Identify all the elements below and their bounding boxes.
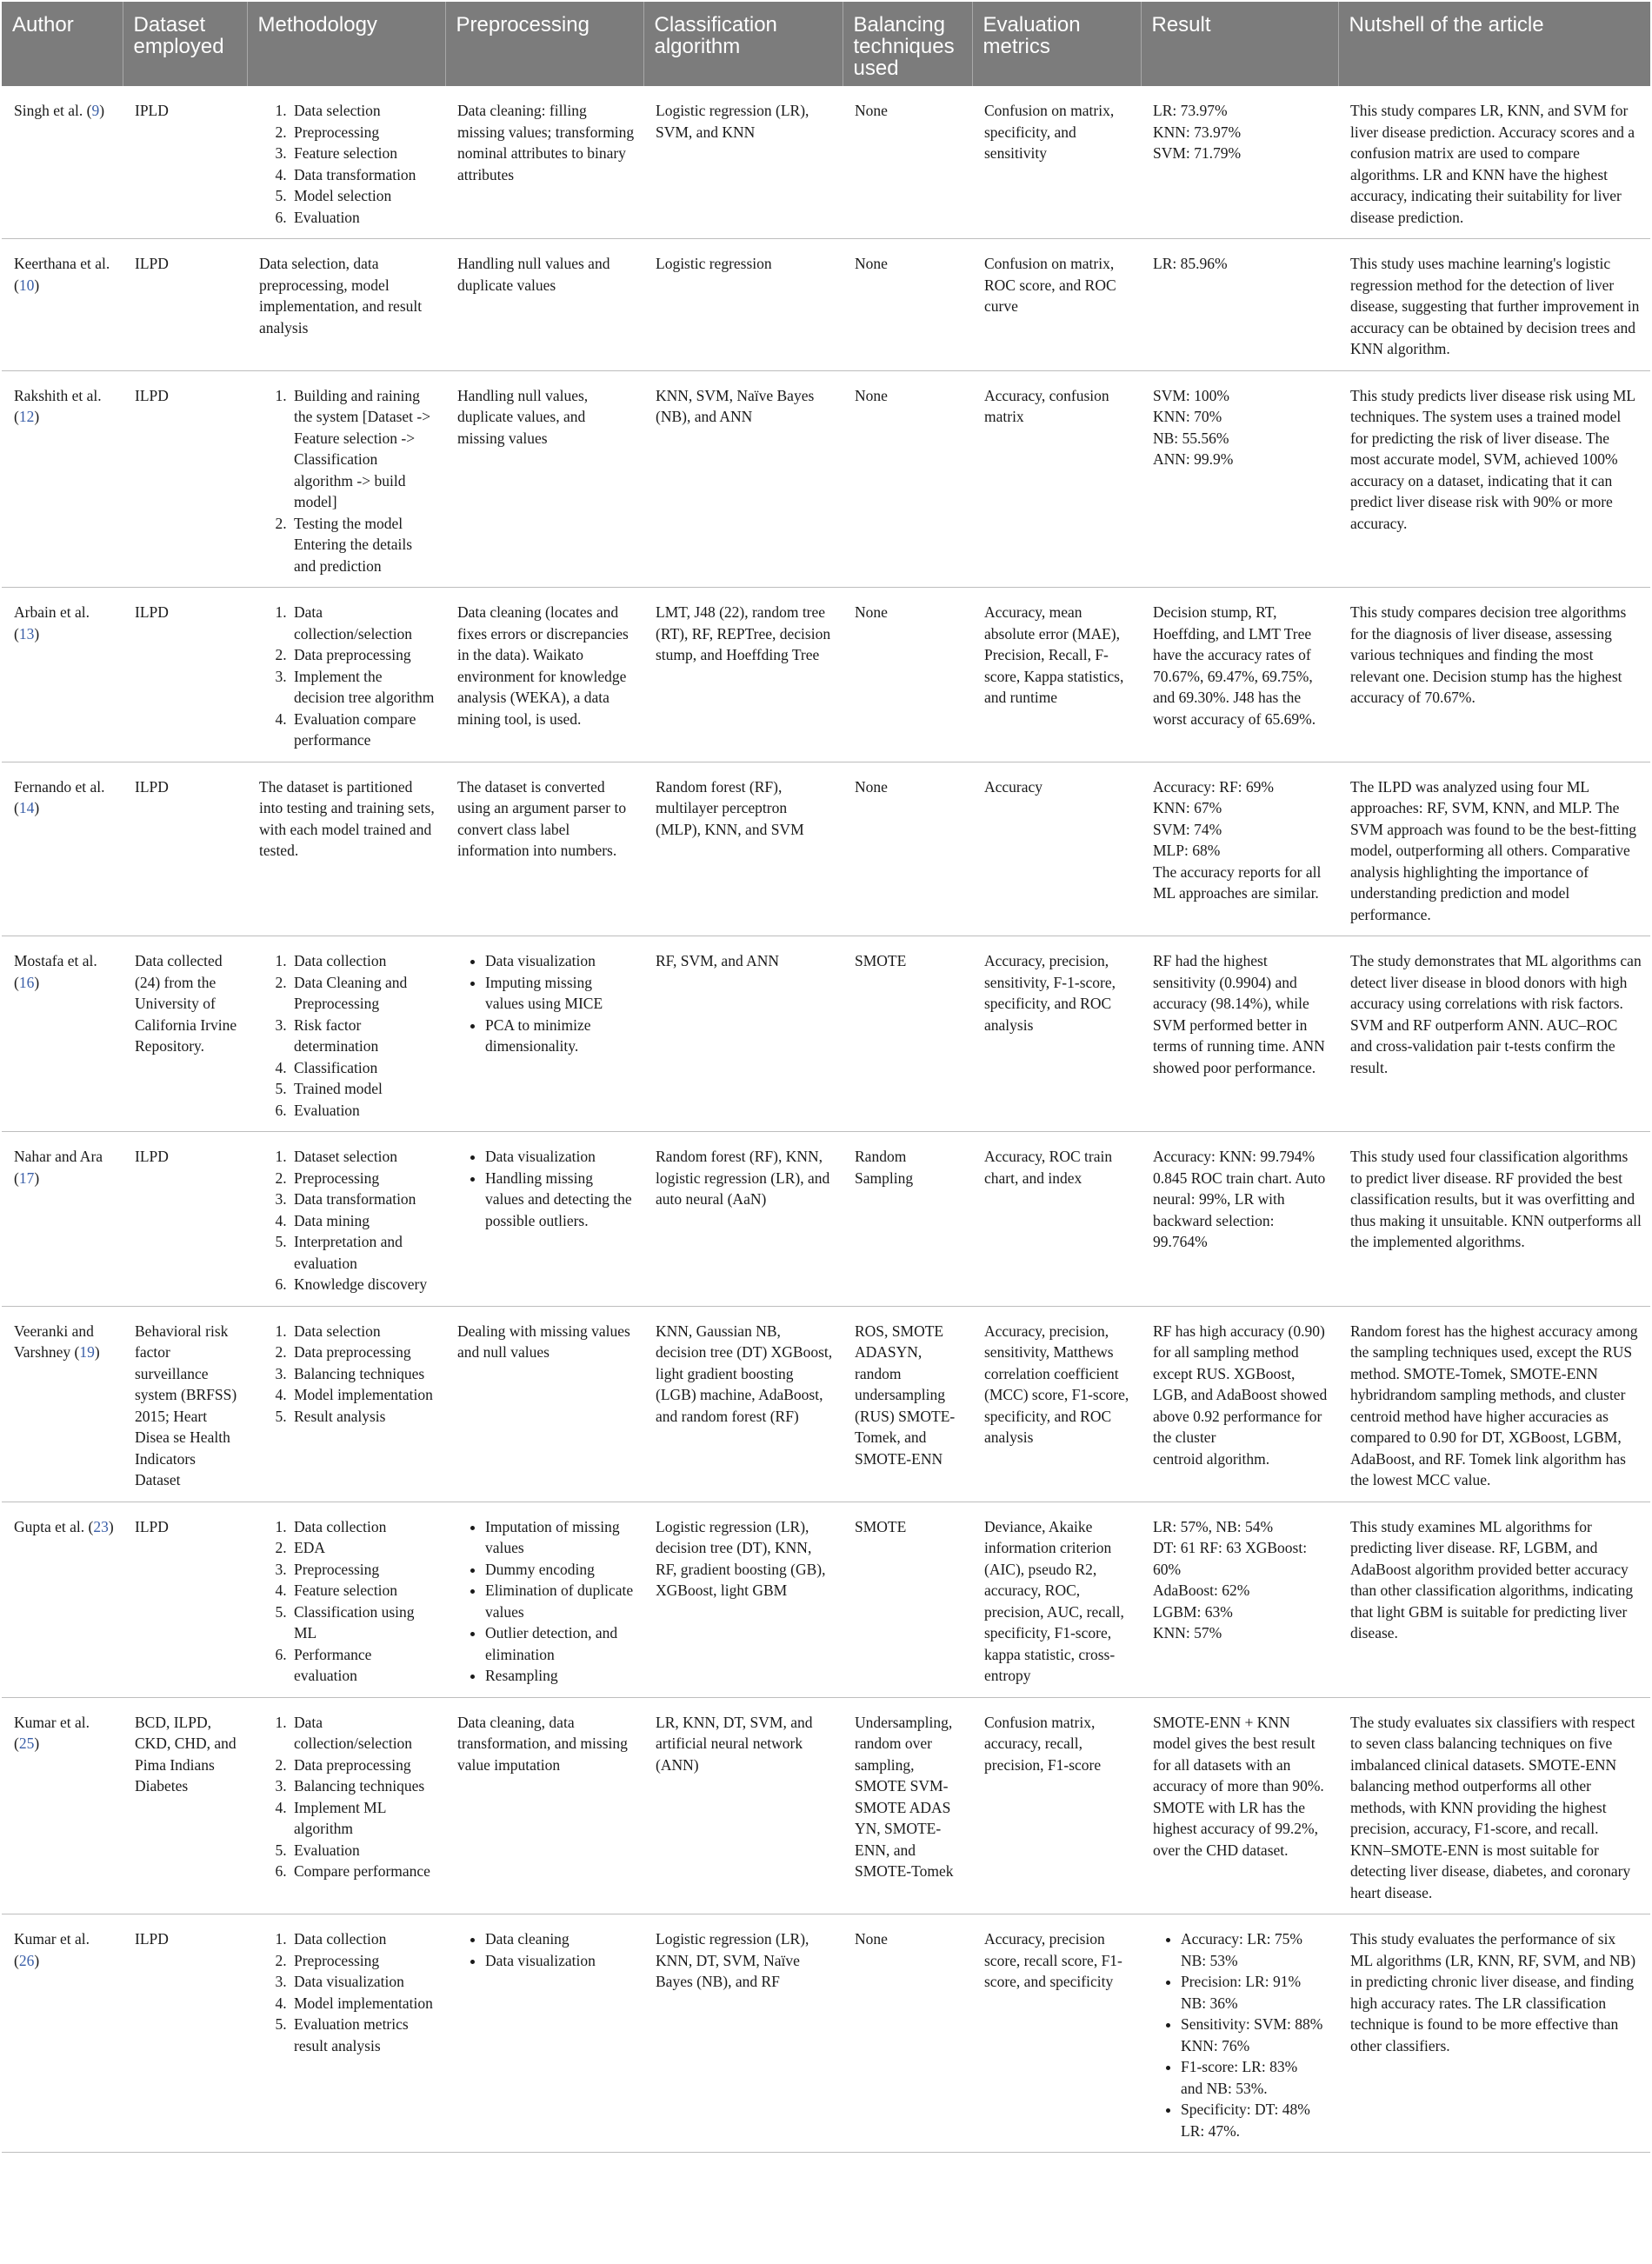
citation-link[interactable]: 14 (18, 799, 35, 816)
dataset-header: Dataset employed (123, 2, 247, 86)
literature-comparison-table (2, 2, 1650, 2153)
list-item: 3. Data visualization (290, 1971, 436, 1993)
dataset-cell: ILPD (123, 1132, 247, 1307)
numbered-list (259, 950, 436, 1121)
dataset-cell: ILPD (123, 588, 247, 762)
list-item: 6. Evaluation (290, 207, 436, 229)
table-row (2, 1306, 1650, 1502)
author-cell: Singh et al. (9) (2, 86, 123, 239)
algorithm-cell: Logistic regression (LR), decision tree (DT), KNN, RF, gradient boosting (GB), XGBoost, light GBM (643, 1502, 843, 1697)
methodology-cell: Data selection, data preprocessing, model implementation, and result analysis (247, 239, 445, 371)
balancing-cell: None (843, 370, 972, 588)
dataset-cell: BCD, ILPD, CKD, CHD, and Pima Indians Diabetes (123, 1697, 247, 1914)
result-cell: Decision stump, RT, Hoeffding, and LMT Tree have the accuracy rates of 70.67%, 69.47%, 69.75%, and 69.30%. J48 has the worst accuracy of 65.69%. (1141, 588, 1338, 762)
metrics-cell: Accuracy, precision, sensitivity, F-1-score, specificity, and ROC analysis (972, 936, 1141, 1132)
author-name: Mostafa et al. (14, 952, 97, 969)
methodology-cell (247, 1914, 445, 2153)
citation-link[interactable]: 12 (18, 408, 35, 425)
citation-link[interactable]: 13 (18, 624, 35, 643)
preprocessing-cell: Data cleaning, data transformation, and missing value imputation (445, 1697, 643, 1914)
algorithm-cell: Random forest (RF), multilayer perceptron (MLP), KNN, and SVM (643, 762, 843, 936)
methodology-cell (247, 1697, 445, 1914)
balancing-cell: SMOTE (843, 936, 972, 1132)
metrics-cell: Accuracy, mean absolute error (MAE), Precision, Recall, F-score, Kappa statistics, and runtime (972, 588, 1141, 762)
list-item: 1. Data collection/selection (290, 1712, 436, 1755)
list-item: 6. Compare performance (290, 1861, 436, 1882)
author-cell: Kumar et al. (25) (2, 1697, 123, 1914)
numbered-list (259, 1928, 436, 2056)
balancing-cell: Random Sampling (843, 1132, 972, 1307)
list-item: • Precision: LR: 91% NB: 36% (1181, 1971, 1329, 2014)
nutshell-cell: Random forest has the highest accuracy among the sampling techniques used, except the RUS method. SMOTE-Tomek, SMOTE-ENN hybridrandom sampling methods, and cluster centroid method have higher accuracies as compared to 0.90 for DT, XGBoost, LGBM, AdaBoost, and RF. Tomek link algorithm has the lowest MCC value. (1338, 1306, 1650, 1502)
list-item: 2. Preprocessing (290, 122, 436, 143)
preprocessing-cell: Handling null values and duplicate values (445, 239, 643, 371)
result-cell: LR: 57%, NB: 54% DT: 61 RF: 63 XGBoost: 60% AdaBoost: 62% LGBM: 63% KNN: 57% (1141, 1502, 1338, 1697)
list-item: 3. Implement the decision tree algorithm (290, 666, 436, 709)
table-header (2, 2, 1650, 86)
citation-link[interactable]: 9 (91, 102, 100, 119)
list-item: 4. Feature selection (290, 1580, 436, 1601)
list-item: 1. Building and raining the system [Dataset -> Feature selection -> Classification algorithm -> build model] (290, 385, 436, 513)
nutshell-cell: The study demonstrates that ML algorithms can detect liver disease in blood donors with high accuracy using correlations with risk factors. SVM and RF outperform ANN. AUC–ROC and cross-validation pair t-tests confirm the result. (1338, 936, 1650, 1132)
list-item: 1. Data selection (290, 1321, 436, 1342)
table-row (2, 1914, 1650, 2153)
table-row (2, 239, 1650, 371)
preprocessing-cell (445, 936, 643, 1132)
algorithm-cell: Random forest (RF), KNN, logistic regression (LR), and auto neural (AaN) (643, 1132, 843, 1307)
citation-link[interactable]: 25 (18, 1735, 35, 1752)
list-item: • Sensitivity: SVM: 88% KNN: 76% (1181, 2014, 1329, 2056)
author-name: Nahar and Ara (14, 1148, 103, 1165)
preprocessing-cell: Handling null values, duplicate values, and missing values (445, 370, 643, 588)
list-item: 4. Model implementation (290, 1384, 436, 1406)
list-item: • Elimination of duplicate values (485, 1580, 635, 1622)
author-name: Fernando et al. (14, 777, 105, 796)
table-row (2, 370, 1650, 588)
metrics-cell: Accuracy, confusion matrix (972, 370, 1141, 588)
list-item: 5. Trained model (290, 1078, 436, 1100)
table-row (2, 1132, 1650, 1307)
result-cell: SVM: 100% KNN: 70% NB: 55.56% ANN: 99.9% (1141, 370, 1338, 588)
numbered-list (259, 100, 436, 228)
list-item: 2. Data preprocessing (290, 1755, 436, 1776)
balancing-cell: Undersampling, random over sampling, SMOTE SVM-SMOTE ADAS YN, SMOTE-ENN, and SMOTE-Tomek (843, 1697, 972, 1914)
list-item: • Data visualization (485, 1950, 635, 1972)
dataset-cell: ILPD (123, 370, 247, 588)
dataset-cell: ILPD (123, 762, 247, 936)
result-header: Result (1141, 2, 1338, 86)
methodology-cell (247, 370, 445, 588)
metrics-cell: Confusion on matrix, specificity, and sensitivity (972, 86, 1141, 239)
list-item: 1. Data selection (290, 100, 436, 122)
list-item: 1. Data collection (290, 1928, 436, 1950)
methodology-cell (247, 936, 445, 1132)
dataset-cell: Data collected (24) from the University of California Irvine Repository. (123, 936, 247, 1132)
balancing-cell: None (843, 1914, 972, 2153)
citation-link[interactable]: 16 (18, 973, 35, 991)
result-cell: RF has high accuracy (0.90) for all sampling method except RUS. XGBoost, LGB, and AdaBoost showed above 0.92 performance for the cluster centroid algorithm. (1141, 1306, 1338, 1502)
author-cell: Rakshith et al. (12) (2, 370, 123, 588)
list-item: 6. Performance evaluation (290, 1644, 436, 1687)
author-name: Rakshith et al. (14, 386, 102, 404)
list-item: 5. Classification using ML (290, 1601, 436, 1644)
dataset-cell: ILPD (123, 1502, 247, 1697)
result-cell: RF had the highest sensitivity (0.9904) and accuracy (98.14%), while SVM performed better in terms of running time. ANN showed poor performance. (1141, 936, 1338, 1132)
numbered-list (259, 1146, 436, 1295)
algorithm-cell: Logistic regression (LR), SVM, and KNN (643, 86, 843, 239)
author-name: Gupta et al. (14, 1517, 85, 1535)
author-cell: Arbain et al. (13) (2, 588, 123, 762)
metrics-cell: Accuracy (972, 762, 1141, 936)
list-item: 2. Preprocessing (290, 1950, 436, 1972)
nutshell-cell: The ILPD was analyzed using four ML approaches: RF, SVM, KNN, and MLP. The SVM approach was found to be the best-fitting model, outperforming all others. Comparative analysis highlighting the importance of understanding prediction and model performance. (1338, 762, 1650, 936)
metrics-header: Evaluation metrics (972, 2, 1141, 86)
nutshell-cell: This study compares decision tree algorithms for the diagnosis of liver disease, assessing various techniques and finding the most relevant one. Decision stump has the highest accuracy of 70.67%. (1338, 588, 1650, 762)
algorithm-cell: LMT, J48 (22), random tree (RT), RF, REPTree, decision stump, and Hoeffding Tree (643, 588, 843, 762)
balancing-cell: None (843, 762, 972, 936)
methodology-header: Methodology (247, 2, 445, 86)
numbered-list (259, 602, 436, 751)
nutshell-cell: The study evaluates six classifiers with respect to seven class balancing techniques on five imbalanced clinical datasets. SMOTE-ENN balancing method outperforms all other methods, with KNN providing the highest precision, accuracy, F1-score, and recall. KNN–SMOTE-ENN is most suitable for detecting liver disease, diabetes, and coronary heart disease. (1338, 1697, 1650, 1914)
list-item: • Specificity: DT: 48% LR: 47%. (1181, 2099, 1329, 2141)
list-item: 3. Risk factor determination (290, 1015, 436, 1057)
citation-link[interactable]: 19 (79, 1343, 95, 1361)
list-item: 5. Interpretation and evaluation (290, 1231, 436, 1274)
algorithm-cell: Logistic regression (LR), KNN, DT, SVM, Naïve Bayes (NB), and RF (643, 1914, 843, 2153)
list-item: 4. Evaluation compare performance (290, 709, 436, 751)
author-cell: Veeranki and Varshney (19) (2, 1306, 123, 1502)
methodology-cell (247, 1132, 445, 1307)
balancing-cell: None (843, 86, 972, 239)
list-item: 2. Data preprocessing (290, 1342, 436, 1363)
list-item: 3. Balancing techniques (290, 1775, 436, 1797)
table-row (2, 1502, 1650, 1697)
list-item: 2. Testing the model Entering the details and prediction (290, 513, 436, 577)
list-item: 6. Knowledge discovery (290, 1274, 436, 1295)
list-item: 2. EDA (290, 1537, 436, 1559)
list-item: 5. Result analysis (290, 1406, 436, 1428)
preprocessing-cell (445, 1914, 643, 2153)
algorithm-cell: RF, SVM, and ANN (643, 936, 843, 1132)
table-row (2, 1697, 1650, 1914)
nutshell-cell: This study uses machine learning's logistic regression method for the detection of liver disease, suggesting that further improvement in accuracy can be obtained by decision trees and KNN algorithm. (1338, 239, 1650, 371)
nutshell-cell: This study evaluates the performance of six ML algorithms (LR, KNN, RF, SVM, and NB) in predicting chronic liver disease, and finding high accuracy rates. The LR classification technique is found to be more effective than other classifiers. (1338, 1914, 1650, 2153)
balancing-cell: SMOTE (843, 1502, 972, 1697)
result-cell: Accuracy: RF: 69% KNN: 67% SVM: 74% MLP: 68% The accuracy reports for all ML approaches are similar. (1141, 762, 1338, 936)
list-item: 1. Data collection (290, 1516, 436, 1538)
result-cell: SMOTE-ENN + KNN model gives the best result for all datasets with an accuracy of more than 90%. SMOTE with LR has the highest accuracy of 99.2%, over the CHD dataset. (1141, 1697, 1338, 1914)
list-item: 3. Data transformation (290, 1189, 436, 1210)
list-item: 4. Model implementation (290, 1993, 436, 2014)
list-item: 2. Data Cleaning and Preprocessing (290, 972, 436, 1015)
preprocessing-cell (445, 1502, 643, 1697)
list-item: • F1-score: LR: 83% and NB: 53%. (1181, 2056, 1329, 2099)
algorithm-header: Classification algorithm (643, 2, 843, 86)
list-item: 6. Evaluation (290, 1100, 436, 1122)
preprocessing-cell (445, 1132, 643, 1307)
metrics-cell: Confusion matrix, accuracy, recall, precision, F1-score (972, 1697, 1141, 1914)
result-cell (1141, 1914, 1338, 2153)
author-header: Author (2, 2, 123, 86)
author-cell: Fernando et al. (14) (2, 762, 123, 936)
preprocessing-cell: Data cleaning: filling missing values; transforming nominal attributes to binary attributes (445, 86, 643, 239)
nutshell-cell: This study examines ML algorithms for predicting liver disease. RF, LGBM, and AdaBoost algorithm provided better accuracy than other classification algorithms, indicating that light GBM is suitable for predicting liver disease. (1338, 1502, 1650, 1697)
author-name: Arbain et al. (14, 603, 90, 621)
list-item: 4. Implement ML algorithm (290, 1797, 436, 1840)
bullet-list (457, 950, 635, 1057)
metrics-cell: Accuracy, precision score, recall score, F1-score, and specificity (972, 1914, 1141, 2153)
bullet-list (1153, 1928, 1329, 2141)
balancing-cell: None (843, 239, 972, 371)
list-item: 4. Classification (290, 1057, 436, 1079)
list-item: • Data visualization (485, 950, 635, 972)
result-cell: Accuracy: KNN: 99.794% 0.845 ROC train chart. Auto neural: 99%, LR with backward selection: 99.764% (1141, 1132, 1338, 1307)
numbered-list (259, 1712, 436, 1882)
nutshell-cell: This study predicts liver disease risk using ML techniques. The system uses a trained model for predicting the risk of liver disease. The most accurate model, SVM, achieved 100% accuracy on a dataset, indicating that it can predict liver disease risk with 90% or more accuracy. (1338, 370, 1650, 588)
methodology-cell: The dataset is partitioned into testing and training sets, with each model trained and tested. (247, 762, 445, 936)
list-item: 3. Preprocessing (290, 1559, 436, 1581)
author-name: Veeranki and Varshney (14, 1322, 94, 1361)
algorithm-cell: KNN, SVM, Naïve Bayes (NB), and ANN (643, 370, 843, 588)
list-item: 2. Preprocessing (290, 1168, 436, 1189)
bullet-list (457, 1928, 635, 1971)
numbered-list (259, 1321, 436, 1428)
methodology-cell (247, 1502, 445, 1697)
metrics-cell: Deviance, Akaike information criterion (AIC), pseudo R2, accuracy, ROC, precision, AUC, recall, specificity, F1-score, kappa statistic, cross-entropy (972, 1502, 1141, 1697)
table-row (2, 588, 1650, 762)
methodology-cell (247, 588, 445, 762)
list-item: • Dummy encoding (485, 1559, 635, 1581)
list-item: 3. Feature selection (290, 143, 436, 164)
balancing-cell: ROS, SMOTE ADASYN, random undersampling (RUS) SMOTE-Tomek, and SMOTE-ENN (843, 1306, 972, 1502)
algorithm-cell: Logistic regression (643, 239, 843, 371)
author-name: Kumar et al. (14, 1930, 90, 1948)
metrics-cell: Accuracy, precision, sensitivity, Matthews correlation coefficient (MCC) score, F1-score, specificity, and ROC analysis (972, 1306, 1141, 1502)
author-name: Kumar et al. (14, 1713, 90, 1731)
balancing-header: Balancing techniques used (843, 2, 972, 86)
dataset-cell: Behavioral risk factor surveillance system (BRFSS) 2015; Heart Disea se Health Indicators Dataset (123, 1306, 247, 1502)
list-item: 4. Data transformation (290, 164, 436, 186)
table-row (2, 86, 1650, 239)
list-item: 2. Data preprocessing (290, 644, 436, 666)
list-item: • Handling missing values and detecting the possible outliers. (485, 1168, 635, 1232)
list-item: • Resampling (485, 1665, 635, 1687)
list-item: 1. Dataset selection (290, 1146, 436, 1168)
methodology-cell (247, 86, 445, 239)
table-row (2, 762, 1650, 936)
citation-link[interactable]: 10 (18, 276, 35, 294)
list-item: • Data cleaning (485, 1928, 635, 1950)
balancing-cell: None (843, 588, 972, 762)
methodology-cell (247, 1306, 445, 1502)
list-item: • PCA to minimize dimensionality. (485, 1015, 635, 1057)
list-item: 5. Model selection (290, 185, 436, 207)
literature-table-container (2, 2, 1650, 2153)
list-item: 5. Evaluation (290, 1840, 436, 1861)
header-row (2, 2, 1650, 86)
nutshell-header: Nutshell of the article (1338, 2, 1650, 86)
nutshell-cell: This study compares LR, KNN, and SVM for liver disease prediction. Accuracy scores and a confusion matrix are used to compare algorithms. LR and KNN have the highest accuracy, indicating their suitability for liver disease prediction. (1338, 86, 1650, 239)
table-row (2, 936, 1650, 1132)
list-item: 1. Data collection (290, 950, 436, 972)
preprocessing-header: Preprocessing (445, 2, 643, 86)
dataset-cell: ILPD (123, 1914, 247, 2153)
list-item: 3. Balancing techniques (290, 1363, 436, 1385)
list-item: • Imputation of missing values (485, 1516, 635, 1559)
list-item: 4. Data mining (290, 1210, 436, 1232)
citation-link[interactable]: 17 (18, 1169, 35, 1187)
numbered-list (259, 385, 436, 577)
numbered-list (259, 1516, 436, 1687)
nutshell-cell: This study used four classification algorithms to predict liver disease. RF provided the best classification results, but it was overfitting and thus making it unsuitable. KNN outperforms all the implemented algorithms. (1338, 1132, 1650, 1307)
algorithm-cell: KNN, Gaussian NB, decision tree (DT) XGBoost, light gradient boosting (LGB) machine, AdaBoost, and random forest (RF) (643, 1306, 843, 1502)
list-item: • Outlier detection, and elimination (485, 1622, 635, 1665)
list-item: 1. Data collection/selection (290, 602, 436, 644)
table-body (2, 86, 1650, 2153)
result-cell: LR: 85.96% (1141, 239, 1338, 371)
citation-link[interactable]: 26 (18, 1951, 35, 1969)
algorithm-cell: LR, KNN, DT, SVM, and artificial neural network (ANN) (643, 1697, 843, 1914)
metrics-cell: Accuracy, ROC train chart, and index (972, 1132, 1141, 1307)
author-cell: Kumar et al. (26) (2, 1914, 123, 2153)
author-name: Keerthana et al. (14, 255, 110, 272)
bullet-list (457, 1516, 635, 1687)
list-item: 5. Evaluation metrics result analysis (290, 2014, 436, 2056)
list-item: • Accuracy: LR: 75% NB: 53% (1181, 1928, 1329, 1971)
author-cell: Nahar and Ara (17) (2, 1132, 123, 1307)
metrics-cell: Confusion on matrix, ROC score, and ROC curve (972, 239, 1141, 371)
preprocessing-cell: The dataset is converted using an argument parser to convert class label information into numbers. (445, 762, 643, 936)
list-item: • Data visualization (485, 1146, 635, 1168)
list-item: • Imputing missing values using MICE (485, 972, 635, 1015)
bullet-list (457, 1146, 635, 1231)
citation-link[interactable]: 23 (93, 1517, 109, 1535)
dataset-cell: ILPD (123, 239, 247, 371)
preprocessing-cell: Dealing with missing values and null values (445, 1306, 643, 1502)
author-cell: Mostafa et al. (16) (2, 936, 123, 1132)
dataset-cell: IPLD (123, 86, 247, 239)
preprocessing-cell: Data cleaning (locates and fixes errors or discrepancies in the data). Waikato environment for knowledge analysis (WEKA), a data mining tool, is used. (445, 588, 643, 762)
author-name: Singh et al. (14, 102, 83, 119)
result-cell: LR: 73.97% KNN: 73.97% SVM: 71.79% (1141, 86, 1338, 239)
author-cell: Keerthana et al. (10) (2, 239, 123, 371)
author-cell: Gupta et al. (23) (2, 1502, 123, 1697)
